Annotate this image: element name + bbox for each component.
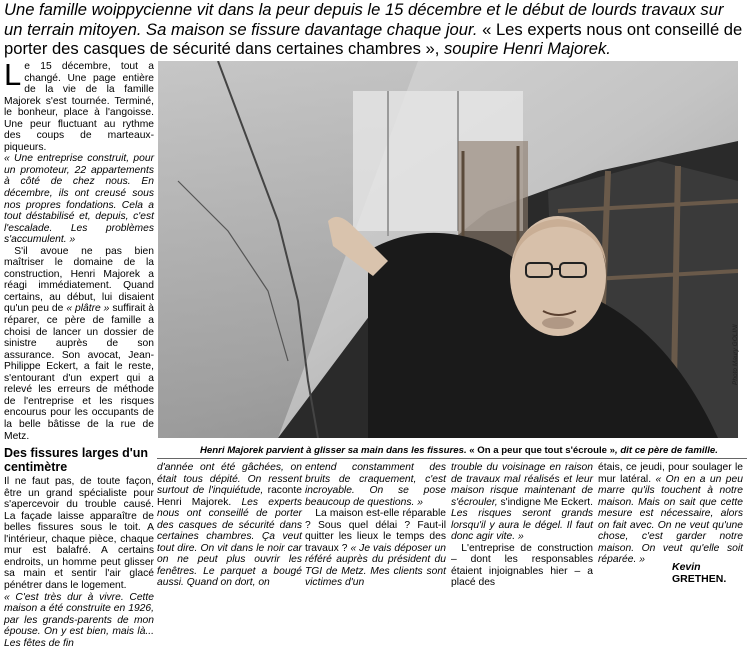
- divider: [157, 458, 747, 459]
- paragraph: Il ne faut pas, de toute façon, être un grand spécialiste pour s'apercevoir du trouble causé. La façade laisse apparaître de belles fissures sous le toit. A l'intérieur, chaque pièce, chaque mur est balafré. A certains endroits, un homme peut glisser sa main et sentir l'air glacé pénétrer dans le logement.: [4, 476, 154, 591]
- lead-paragraph: [4, 0, 746, 59]
- article-column-4: trouble du voisinage en raison de travaux mal réalisés et leur maison risque maintenant de s'écrouler, s'indigne Me Eckert. Les risques seront grands lorsqu'il y aura le dégel. Il faut donc agir vite. » L'entreprise de construction – dont les responsables étaient injoignables hier – a placé des: [451, 462, 593, 589]
- article-column-5: étais, ce jeudi, pour soulager le mur latéral. « On en a un peu marre qu'ils touchent à notre maison. Mais on sait que cette mesure est nécessaire, alors on fait avec. On ne veut qu'une chose, c'est garder notre maison. On veut qu'elle soit réparée. »: [598, 462, 743, 566]
- paragraph: e 15 décembre, tout a changé. Une page entière de la vie de la famille Majorek s'est tournée. Terminé, le bonheur, place à l'angoisse. Une peur fluctuant au rythme des coups de marteaux-piqueurs.: [4, 61, 154, 153]
- article-column-3: entend constamment des bruits de craquement, c'est incroyable. On se pose beaucoup de questions. » La maison est-elle réparable ? Sous quel délai ? Faut-il quitter les lieux le temps des travaux ? « Je vais déposer un référé auprès du président du TGI de Metz. Mes clients sont victimes d'un: [305, 462, 446, 589]
- author-signature: Kevin GRETHEN.: [672, 561, 727, 585]
- article-photo: [158, 61, 738, 438]
- article-column-2: d'année ont été gâchées, on était tous dépité. On ressent surtout de l'inquiétude, raconte Henri Majorek. Les experts nous ont conseillé de porter des casques de sécurité dans certaines chambres. Ça veut tout dire. On vit dans le noir car on ne peut plus ouvrir les fenêtres. Le parquet a bougé aussi. Quand on dort, on: [157, 462, 302, 589]
- article-column-1: [4, 57, 155, 649]
- lead-attribution: soupire Henri Majorek.: [439, 39, 611, 58]
- lead-quote: « Les experts nous ont conseillé de porter des casques de sécurité dans certaines chambres »,: [4, 19, 743, 58]
- dropcap: L: [4, 57, 22, 92]
- quote-paragraph: « C'est très dur à vivre. Cette maison a été construite en 1926, par les grands-parents de mon épouse. On y est bien, mais là... Les fêtes de fin: [4, 591, 154, 649]
- paragraph: L'entreprise de construction – dont les responsables étaient injoignables hier – a placé des: [451, 542, 593, 589]
- photo-caption: Henri Majorek parvient à glisser sa main dans les fissures. « On a peur que tout s'écroule », dit ce père de famille.: [200, 445, 718, 456]
- photo-image: [158, 61, 738, 438]
- paragraph: S'il avoue ne pas bien maîtriser le domaine de la construction, Henri Majorek a réagi immédiatement. Quand certains, au début, lui disaient qu'un peu de « plâtre » suffirait à réparer, ce père de famille a choisi de lancer un dossier de sinistre auprès de son assurance. Son avocat, Jean-Philippe Eckert, a fait le reste, s'entourant d'un expert qui a relevé les erreurs de méthode de l'entreprise et les risques encourus pour les occupants de la belle bâtisse de la rue de Metz.: [4, 245, 155, 442]
- subheading: Des fissures larges d'un centimètre: [4, 446, 149, 475]
- quote-paragraph: entend constamment des bruits de craquement, c'est incroyable. On se pose beaucoup de questions. »: [305, 462, 446, 508]
- lead-intro: Une famille woippycienne vit dans la peur depuis le 15 décembre et le début de lourds travaux sur un terrain mitoyen. Sa maison se fissure davantage chaque jour.: [4, 0, 724, 39]
- quote-paragraph: « Une entreprise construit, pour un promoteur, 22 appartements à côté de chez nous. En décembre, ils ont creusé sous nos propres fondations. Cela a tout déstabilisé et, depuis, c'est l'escalade. Les problèmes s'accumulent. »: [4, 153, 154, 246]
- photo-credit: Photo Maury GOLINI: [732, 324, 739, 385]
